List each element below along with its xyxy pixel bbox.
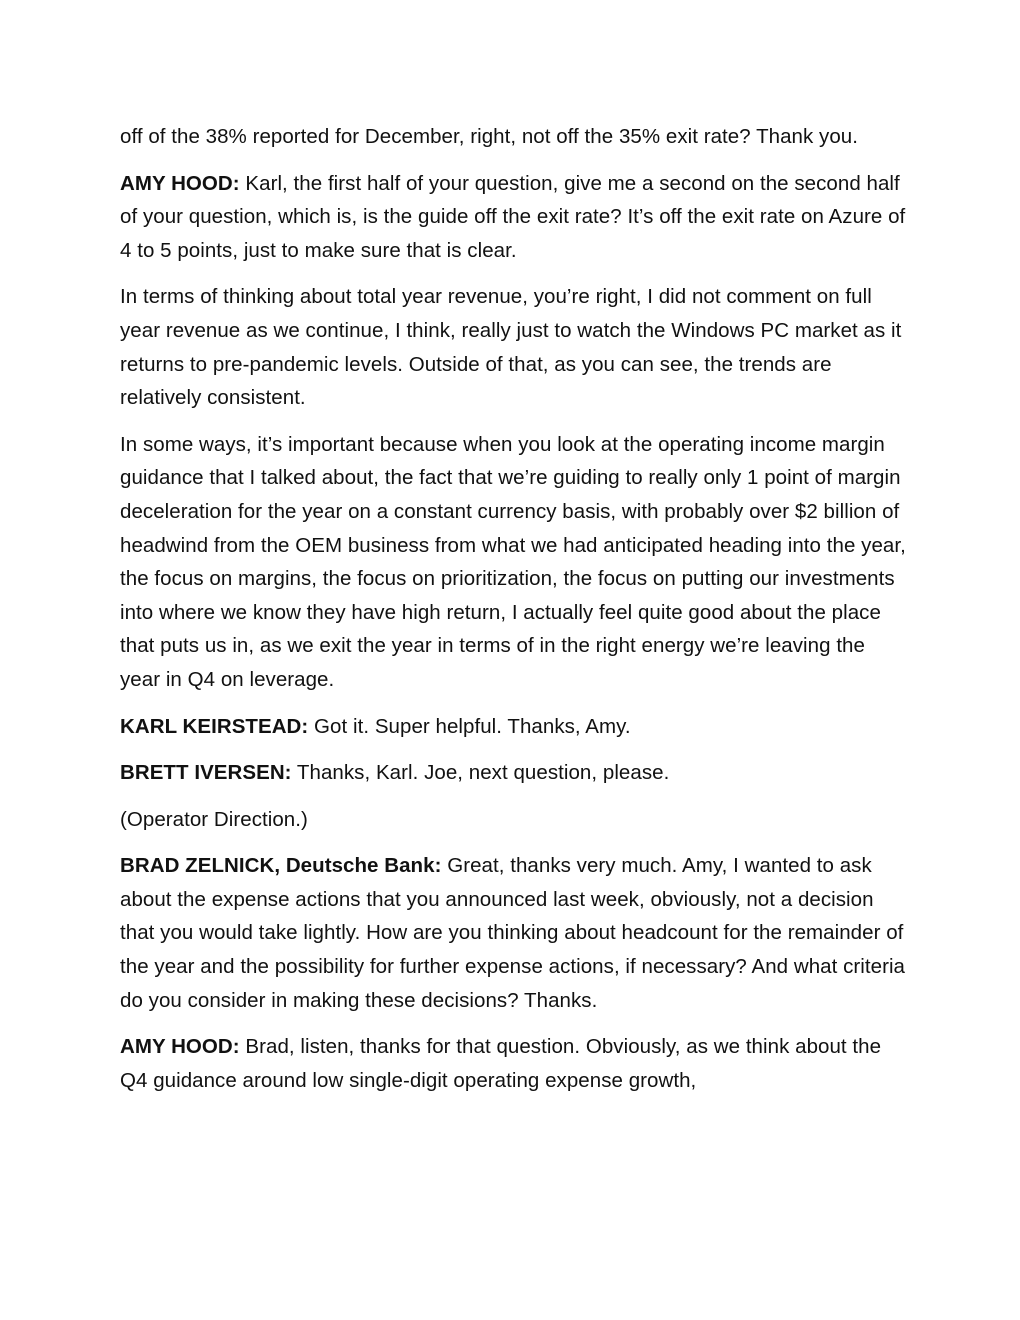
transcript-paragraph [120,803,910,837]
transcript-paragraph [120,167,910,268]
paragraph-text: Brad, listen, thanks for that question. Obviously, as we think about the Q4 guidance around low single-digit operating expense growth, [120,1035,882,1092]
paragraph-text: Thanks, Karl. Joe, next question, please. [291,761,670,785]
paragraph-text: (Operator Direction.) [120,807,308,831]
paragraph-text: In some ways, it’s important because when you look at the operating income margin guidance that I talked about, the fact that we’re guiding to really only 1 point of margin deceleration for the year on a constant currency basis, with probably over $2 billion of headwind from the OEM business from what we had anticipated heading into the year, the focus on margins, the focus on prioritization, the focus on putting our investments into where we know they have high return, I actually feel quite good about the place that puts us in, as we exit the year in terms of in the right energy we’re leaving the year in Q4 on leverage. [120,432,906,691]
speaker-name: AMY HOOD: [120,1035,240,1059]
paragraph-text: Got it. Super helpful. Thanks, Amy. [308,714,631,738]
transcript-paragraph [120,710,910,744]
paragraph-text: Karl, the first half of your question, give me a second on the second half of your question, which is, is the guide off the exit rate? It’s off the exit rate on Azure of 4 to 5 points, just to make sure that is clear. [120,171,906,262]
paragraph-text: off of the 38% reported for December, right, not off the 35% exit rate? Thank you. [120,125,858,148]
transcript-paragraph [120,756,910,790]
paragraph-text: In terms of thinking about total year revenue, you’re right, I did not comment on full year revenue as we continue, I think, really just to watch the Windows PC market as it returns to pre-pandemic levels. Outside of that, as you can see, the trends are relatively consistent. [120,285,902,410]
transcript-paragraph [120,280,910,414]
transcript-paragraph [120,849,910,1017]
transcript-page [120,120,910,1110]
paragraph-text: Great, thanks very much. Amy, I wanted to ask about the expense actions that you announced last week, obviously, not a decision that you would take lightly. How are you thinking about headcount for the remainder of the year and the possibility for further expense actions, if necessary? And what criteria do you consider in making these decisions? Thanks. [120,854,906,1012]
transcript-paragraph [120,120,910,154]
speaker-name: BRETT IVERSEN: [120,761,292,785]
transcript-paragraph [120,428,910,697]
speaker-name: AMY HOOD: [120,171,240,195]
speaker-name: KARL KEIRSTEAD: [120,714,309,738]
transcript-paragraph [120,1030,910,1097]
speaker-name: BRAD ZELNICK, Deutsche Bank: [120,854,442,878]
